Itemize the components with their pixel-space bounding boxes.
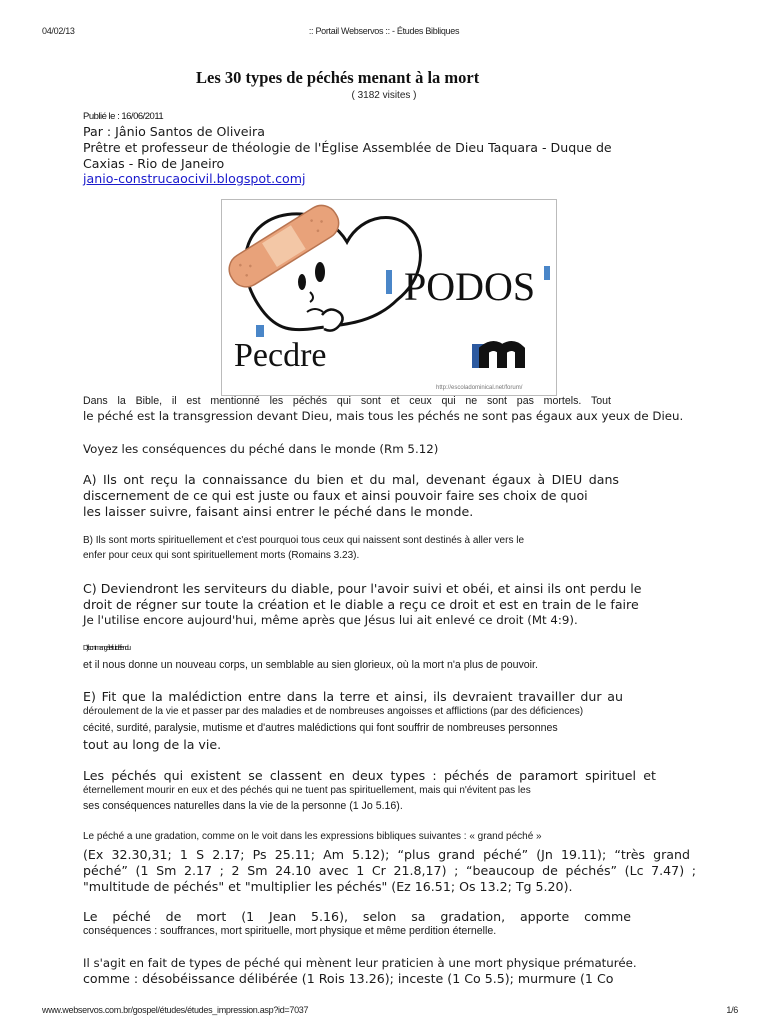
- author-line: Par : Jânio Santos de Oliveira: [83, 124, 265, 139]
- point-c-line1: C) Deviendront les serviteurs du diable, pour l'avoir suivi et obéi, et ainsi ils ont perdu le: [83, 581, 642, 596]
- point-d-compressed: D) ils ont mangé le fruit défendu: [83, 645, 130, 652]
- intro-line1: Dans la Bible, il est mentionné les péchés qui sont et ceux qui ne sont pas mortels. Tout: [83, 395, 611, 407]
- author-role-line2: Caxias - Rio de Janeiro: [83, 156, 225, 171]
- point-a-line2: discernement de ce qui est juste ou faux et ainsi pouvoir faire ses choix de quoi: [83, 488, 588, 503]
- point-a-line1: A) Ils ont reçu la connaissance du bien et du mal, devenant égaux à DIEU dans: [83, 472, 619, 487]
- point-b-line2: enfer pour ceux qui sont spirituellement morts (Romains 3.23).: [83, 550, 360, 561]
- published-date: Publié le : 16/06/2011: [83, 111, 164, 122]
- point-c-line2: droit de régner sur toute la création et le diable a reçu ce droit et est en train de le faire: [83, 597, 639, 612]
- point-c-line3: Je l'utilise encore aujourd'hui, même après que Jésus lui ait enlevé ce droit (Mt 4:9).: [83, 613, 578, 627]
- pecdre-word: Pecdre: [234, 337, 327, 374]
- intro-line2: le péché est la transgression devant Dieu, mais tous les péchés ne sont pas égaux aux yeux de Dieu.: [83, 409, 684, 423]
- point-e-line2: déroulement de la vie et passer par des maladies et de nombreuses angoisses et afflictions (par des déficiences): [83, 706, 584, 717]
- article-title: Les 30 types de péchés menant à la mort: [196, 68, 480, 87]
- cartoon-face-illustration: [222, 200, 556, 395]
- author-role-line1: Prêtre et professeur de théologie de l'Église Assemblée de Dieu Taquara - Duque de: [83, 140, 612, 155]
- premature-death-line2: comme : désobéissance délibérée (1 Rois 13.26); inceste (1 Co 5.5); murmure (1 Co: [83, 971, 614, 986]
- sin-types-line1: Les péchés qui existent se classent en deux types : péchés de paramort spirituel et: [83, 768, 656, 783]
- point-a-line3: les laisser suivre, faisant ainsi entrer le péché dans le monde.: [83, 504, 474, 519]
- mortal-sin-line2: conséquences : souffrances, mort spirituelle, mort physique et même perdition éternelle.: [83, 925, 497, 937]
- point-e-line4: tout au long de la vie.: [83, 737, 222, 752]
- point-e-line1: E) Fit que la malédiction entre dans la terre et ainsi, ils devraient travailler dur au: [83, 689, 623, 704]
- mortal-sin-line1: Le péché de mort (1 Jean 5.16), selon sa gradation, apporte comme: [83, 909, 631, 924]
- gradation-line1: Le péché a une gradation, comme on le voit dans les expressions bibliques suivantes : « grand péché »: [83, 831, 542, 842]
- visit-count: ( 3182 visites ): [351, 90, 417, 101]
- premature-death-line1: Il s'agit en fait de types de péché qui mènent leur praticien à une mort physique prématurée.: [83, 956, 637, 970]
- gradation-line3: péché” (1 Sm 2.17 ; 2 Sm 24.10 avec 1 Cr 21.8,17) ; “beaucoup de péchés” (Lc 7.47) ;: [83, 863, 696, 878]
- article-illustration: [221, 199, 557, 396]
- print-site-title: :: Portail Webservos :: - Études Bibliques: [308, 26, 460, 36]
- image-watermark: http://escoladominical.net/forum/: [436, 385, 523, 391]
- point-b-line1: B) Ils sont morts spirituellement et c'est pourquoi tous ceux qui naissent sont destinés à aller vers le: [83, 535, 525, 546]
- page-number: 1/6: [726, 1005, 738, 1015]
- point-e-line3: cécité, surdité, paralysie, mutisme et d'autres malédictions qui font souffrir de nombreuses personnes: [83, 722, 558, 734]
- print-date: 04/02/13: [42, 26, 75, 36]
- print-url: www.webservos.com.br/gospel/études/études_impression.asp?id=7037: [42, 1005, 309, 1015]
- gradation-line4: "multitude de péchés" et "multiplier les péchés" (Ez 16.51; Os 13.2; Tg 5.20).: [83, 879, 573, 894]
- point-d-line2: et il nous donne un nouveau corps, un semblable au sien glorieux, où la mort n'a plus de pouvoir.: [83, 659, 538, 671]
- podos-word: PODOS: [404, 264, 536, 309]
- sin-types-line3: ses conséquences naturelles dans la vie de la personne (1 Jo 5.16).: [83, 800, 403, 812]
- gradation-line2: (Ex 32.30,31; 1 S 2.17; Ps 25.11; Am 5.12); “plus grand péché” (Jn 19.11); “très grand: [83, 847, 690, 862]
- sin-types-line2: éternellement mourir en eux et des péchés qui ne tuent pas spirituellement, mais qui n'évitent pas les: [83, 785, 531, 796]
- blog-link[interactable]: janio-construcaocivil.blogspot.comj: [83, 171, 306, 186]
- consequences-heading: Voyez les conséquences du péché dans le monde (Rm 5.12): [83, 442, 439, 456]
